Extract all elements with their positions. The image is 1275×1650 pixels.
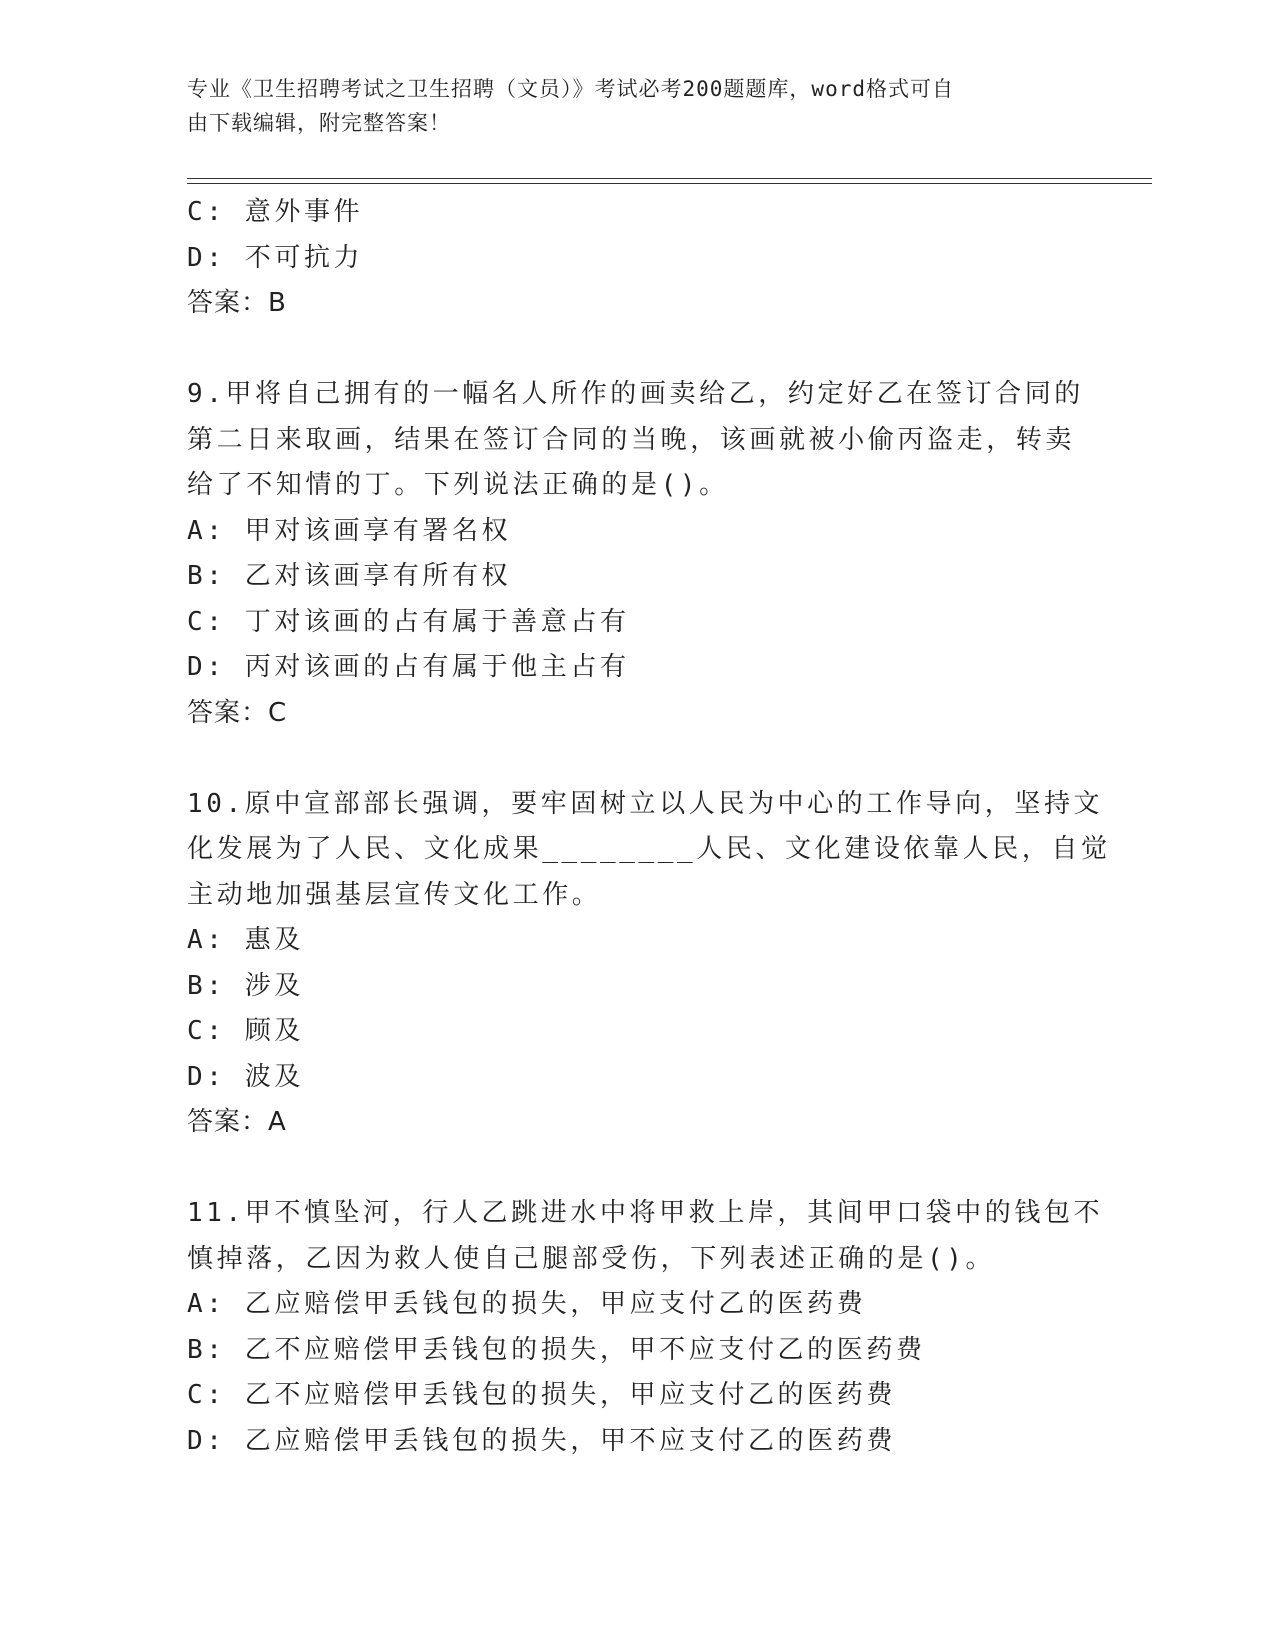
question-text-line-3: 给了不知情的丁。下列说法正确的是()。 (187, 470, 729, 500)
header-divider-bottom (187, 183, 1152, 184)
option-d: D: 不可抗力 (187, 242, 364, 273)
question-11 (187, 1191, 1104, 1464)
option-a: A: 甲对该画享有署名权 (187, 515, 512, 546)
option-c: C: 乙不应赔偿甲丢钱包的损失，甲应支付乙的医药费 (187, 1380, 896, 1410)
question-text-line-1: 11.甲不慎坠河，行人乙跳进水中将甲救上岸，其间甲口袋中的钱包不 (187, 1198, 1104, 1228)
option-a: A: 乙应赔偿甲丢钱包的损失，甲应支付乙的医药费 (187, 1289, 867, 1319)
question-text-line-1: 10.原中宣部部长强调，要牢固树立以人民为中心的工作导向，坚持文 (187, 788, 1104, 819)
header-title-line-2: 由下载编辑，附完整答案！ (187, 111, 451, 135)
option-d: D: 丙对该画的占有属于他主占有 (187, 652, 630, 682)
question-text-line-2: 慎掉落，乙因为救人使自己腿部受伤，下列表述正确的是()。 (187, 1243, 996, 1274)
option-d: D: 乙应赔偿甲丢钱包的损失，甲不应支付乙的医药费 (187, 1425, 896, 1456)
prev-question (187, 190, 1077, 327)
header-divider-top (187, 178, 1152, 179)
option-a: A: 惠及 (187, 925, 304, 955)
spacer (187, 327, 1077, 373)
option-b: B: 涉及 (187, 970, 304, 1001)
question-text-line-3: 主动地加强基层宣传文化工作。 (187, 879, 602, 910)
answer: 答案：B (187, 288, 287, 318)
spacer (187, 736, 1077, 782)
header-title-line-1: 专业《卫生招聘考试之卫生招聘（文员）》考试必考200题题库，word格式可自 (187, 77, 954, 101)
answer: 答案：A (187, 1107, 287, 1137)
option-d: D: 波及 (187, 1061, 304, 1092)
option-b: B: 乙对该画享有所有权 (187, 561, 512, 591)
question-10 (187, 782, 1111, 1146)
document-body (187, 190, 1111, 1464)
option-c: C: 顾及 (187, 1016, 304, 1046)
question-text-line-2: 第二日来取画，结果在签订合同的当晚，该画就被小偷丙盗走，转卖 (187, 424, 1076, 455)
answer: 答案：C (187, 697, 288, 728)
spacer (187, 1146, 1077, 1192)
page-header (187, 72, 1067, 140)
option-b: B: 乙不应赔偿甲丢钱包的损失，甲不应支付乙的医药费 (187, 1334, 926, 1365)
question-text-line-2: 化发展为了人民、文化成果________人民、文化建设依靠人民，自觉 (187, 834, 1111, 864)
option-c: C: 丁对该画的占有属于善意占有 (187, 606, 630, 637)
question-text-line-1: 9.甲将自己拥有的一幅名人所作的画卖给乙，约定好乙在签订合同的 (187, 379, 1084, 409)
question-9 (187, 372, 1084, 736)
option-c: C: 意外事件 (187, 197, 364, 227)
